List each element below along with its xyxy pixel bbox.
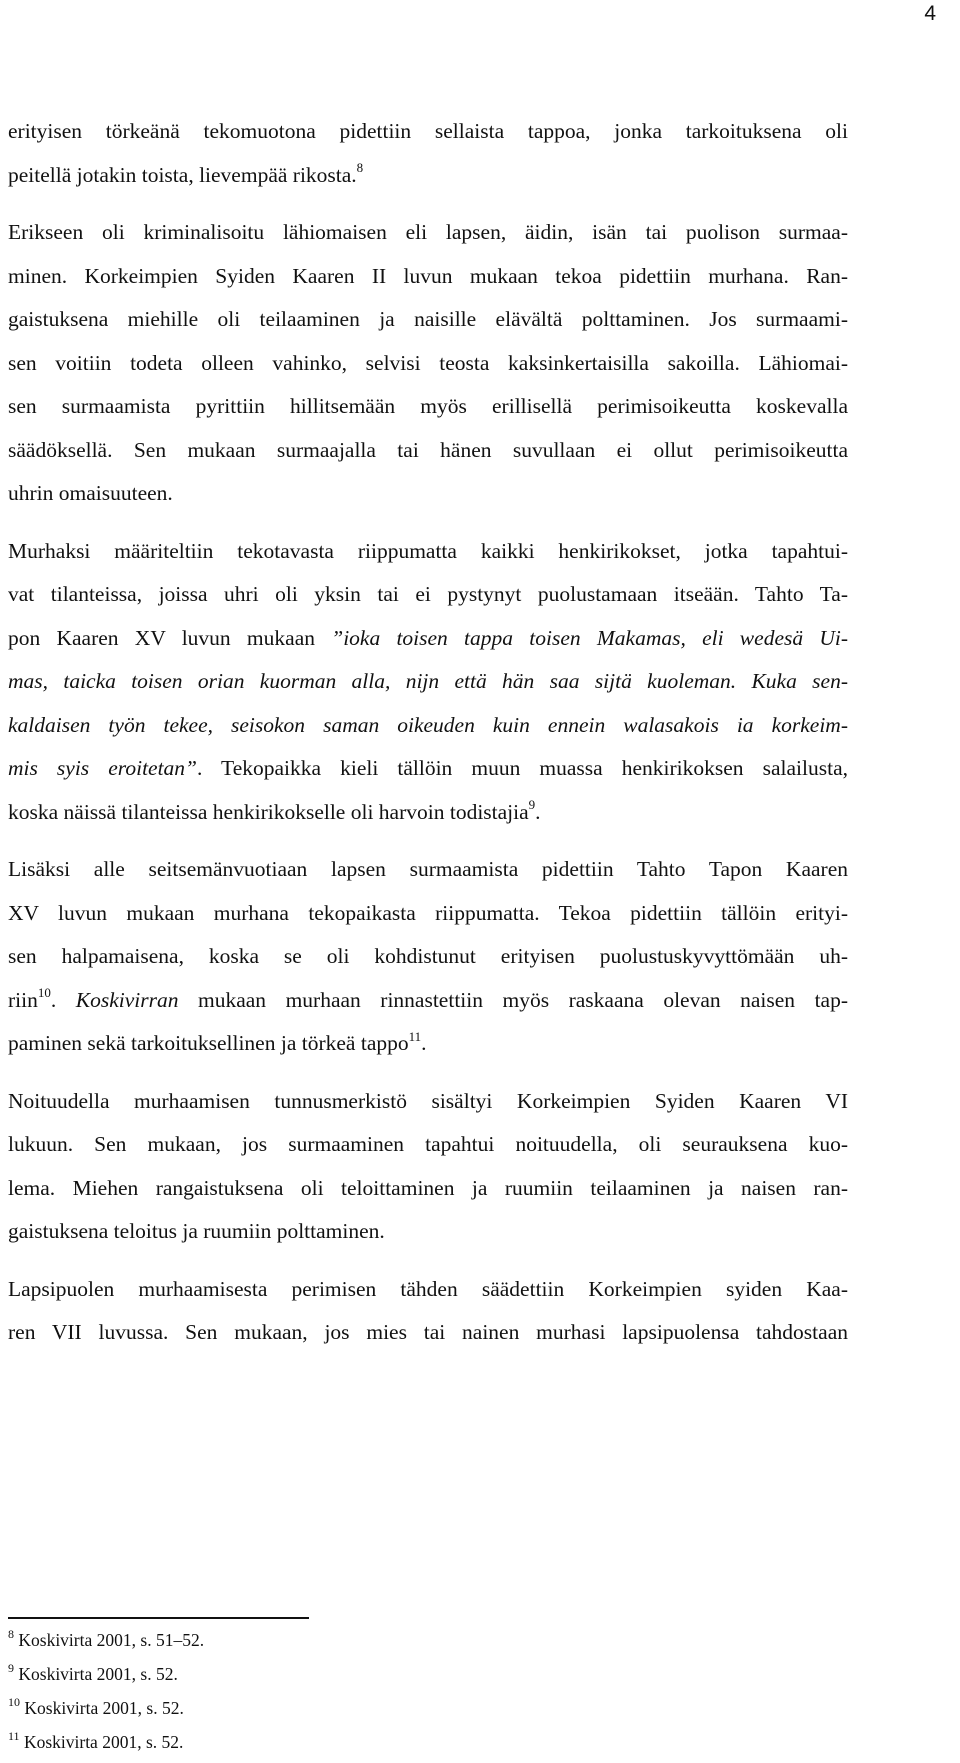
- text-segment: ren VII luvussa. Sen mukaan, jos mies tai nainen murhasi lapsipuolensa tahdostaan: [8, 1320, 848, 1344]
- footnote-reference: 8: [356, 160, 364, 176]
- italic-text: ”ioka toisen tappa toisen Makamas, eli wedesä Ui-: [331, 625, 849, 650]
- text-line: [8, 1311, 848, 1355]
- footnote: [8, 1691, 848, 1725]
- footnote-text: Koskivirta 2001, s. 52.: [23, 1732, 184, 1752]
- footnote-separator: [8, 1617, 309, 1619]
- text-segment: säädöksellä. Sen mukaan surmaajalla tai hänen suvullaan ei ollut perimisoikeutta: [8, 437, 848, 462]
- paragraph: [8, 530, 848, 835]
- text-segment: gaistuksena teloitus ja ruumiin polttaminen.: [8, 1219, 385, 1243]
- text-segment: uhrin omaisuuteen.: [8, 481, 173, 505]
- footnote-number: 10: [8, 1695, 20, 1710]
- footnote-reference: 9: [528, 797, 536, 813]
- text-segment: sen halpamaisena, koska se oli kohdistunut erityisen puolustuskyvyttömään uh-: [8, 944, 848, 968]
- text-segment: lukuun. Sen mukaan, jos surmaaminen tapahtui noituudella, oli seurauksena kuo-: [8, 1132, 848, 1156]
- text-line: [8, 472, 848, 516]
- text-segment: pon Kaaren XV luvun mukaan: [8, 625, 332, 650]
- text-line: [8, 255, 848, 299]
- paragraph: [8, 110, 848, 197]
- paragraph-spacing: [8, 516, 848, 530]
- paragraph-spacing: [8, 1254, 848, 1268]
- paragraph: [8, 1080, 848, 1254]
- footnote-reference: 11: [408, 1028, 422, 1044]
- text-segment: peitellä jotakin toista, lievempää rikosta.: [8, 162, 357, 187]
- text-line: [8, 1022, 848, 1066]
- text-line: [8, 1123, 848, 1167]
- text-segment: gaistuksena miehille oli teilaaminen ja naisille elävältä polttaminen. Jos surmaami-: [8, 307, 848, 331]
- text-line: [8, 660, 848, 704]
- text-line: [8, 1167, 848, 1211]
- footnote-text: Koskivirta 2001, s. 52.: [18, 1664, 178, 1684]
- text-line: [8, 935, 848, 979]
- footnote-text: Koskivirta 2001, s. 51–52.: [18, 1630, 205, 1650]
- text-segment: Noituudella murhaamisen tunnusmerkistö sisältyi Korkeimpien Syiden Kaaren VI: [8, 1088, 848, 1113]
- text-line: [8, 791, 848, 835]
- paragraph: [8, 1268, 848, 1355]
- text-segment: koska näissä tilanteissa henkirikokselle oli harvoin todistajia: [8, 799, 529, 824]
- text-line: [8, 298, 848, 342]
- paragraph-spacing: [8, 834, 848, 848]
- text-line: [8, 211, 848, 255]
- text-segment: .: [421, 1031, 427, 1055]
- footnote: [8, 1623, 848, 1657]
- text-segment: sen surmaamista pyrittiin hillitsemään myös erillisellä perimisoikeutta koskevalla: [8, 394, 848, 418]
- text-line: [8, 110, 848, 154]
- text-line: [8, 848, 848, 892]
- body-text: [8, 110, 848, 1355]
- footnotes: [8, 1623, 848, 1759]
- paragraph: [8, 211, 848, 516]
- text-line: [8, 617, 848, 661]
- paragraph-spacing: [8, 1066, 848, 1080]
- text-line: [8, 1268, 848, 1312]
- text-segment: Lisäksi alle seitsemänvuotiaan lapsen surmaamista pidettiin Tahto Tapon Kaaren: [8, 857, 848, 881]
- text-line: [8, 573, 848, 617]
- footnote: [8, 1725, 848, 1759]
- text-line: [8, 154, 848, 198]
- text-segment: lema. Miehen rangaistuksena oli teloittaminen ja ruumiin teilaaminen ja naisen ran-: [8, 1175, 848, 1200]
- footnote-text: Koskivirta 2001, s. 52.: [24, 1698, 184, 1718]
- text-segment: Erikseen oli kriminalisoitu lähiomaisen eli lapsen, äidin, isän tai puolison surmaa-: [8, 220, 848, 244]
- text-segment: XV luvun mukaan murhana tekopaikasta riippumatta. Tekoa pidettiin tällöin erityi-: [8, 900, 848, 925]
- footnote-number: 8: [8, 1627, 14, 1642]
- text-line: [8, 385, 848, 429]
- text-line: [8, 1210, 848, 1254]
- italic-text: mis syis eroitetan”: [8, 756, 198, 780]
- text-segment: mukaan murhaan rinnastettiin myös raskaana olevan naisen tap-: [178, 987, 848, 1012]
- text-segment: sen voitiin todeta olleen vahinko, selvisi teosta kaksinkertaisilla sakoilla. Lähiomai-: [8, 350, 848, 375]
- italic-text: kaldaisen työn tekee, seisokon saman oikeuden kuin ennein walasakois ia korkeim-: [8, 712, 848, 737]
- text-line: [8, 342, 848, 386]
- text-line: [8, 530, 848, 574]
- paragraph-spacing: [8, 197, 848, 211]
- text-line: [8, 704, 848, 748]
- italic-text: Koskivirran: [75, 987, 179, 1012]
- text-line: [8, 892, 848, 936]
- text-segment: Lapsipuolen murhaamisesta perimisen tähden säädettiin Korkeimpien syiden Kaa-: [8, 1276, 848, 1301]
- footnote-number: 11: [8, 1729, 20, 1744]
- text-segment: Murhaksi määriteltiin tekotavasta riippumatta kaikki henkirikokset, jotka tapahtui-: [8, 538, 848, 563]
- text-segment: .: [535, 799, 541, 824]
- text-segment: riin: [8, 987, 38, 1012]
- text-segment: minen. Korkeimpien Syiden Kaaren II luvun mukaan tekoa pidettiin murhana. Ran-: [8, 263, 848, 288]
- text-segment: .: [50, 987, 76, 1012]
- text-segment: erityisen törkeänä tekomuotona pidettiin sellaista tappoa, jonka tarkoituksena oli: [8, 119, 848, 143]
- text-line: [8, 429, 848, 473]
- text-segment: paminen sekä tarkoituksellinen ja törkeä tappo: [8, 1031, 409, 1055]
- page-number: 4: [924, 2, 936, 25]
- text-line: [8, 1080, 848, 1124]
- footnote-reference: 10: [37, 985, 51, 1001]
- text-segment: vat tilanteissa, joissa uhri oli yksin tai ei pystynyt puolustamaan itseään. Tahto Ta-: [8, 582, 848, 606]
- footnote-number: 9: [8, 1661, 14, 1676]
- footnote: [8, 1657, 848, 1691]
- text-segment: . Tekopaikka kieli tällöin muun muassa henkirikoksen salailusta,: [197, 756, 848, 780]
- italic-text: mas, taicka toisen orian kuorman alla, nijn että hän saa sijtä kuoleman. Kuka sen-: [8, 669, 848, 693]
- text-line: [8, 747, 848, 791]
- text-line: [8, 979, 848, 1023]
- paragraph: [8, 848, 848, 1066]
